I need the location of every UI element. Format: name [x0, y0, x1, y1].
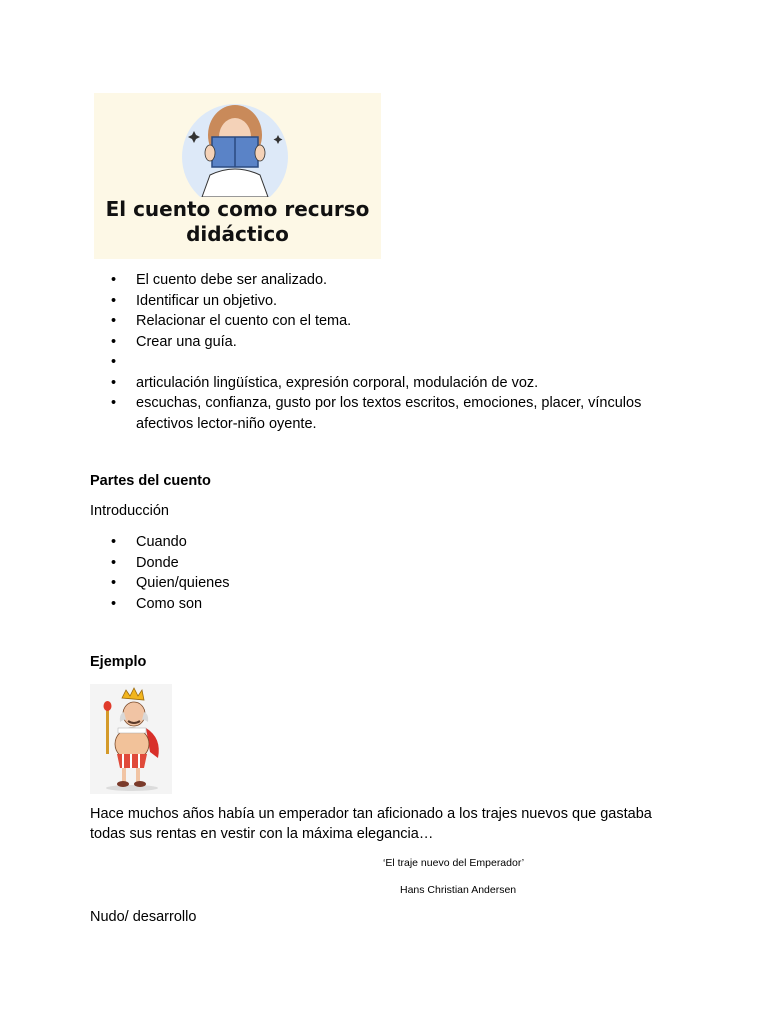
list-item: • Identificar un objetivo. — [90, 291, 680, 312]
list-item: • Relacionar el cuento con el tema. — [90, 311, 680, 332]
reading-girl-illustration — [180, 101, 296, 197]
story-excerpt: Hace muchos años había un emperador tan aficionado a los trajes nuevos que gastaba todas sus rentas en vestir con la máxima elegancia… — [90, 806, 652, 842]
citation-title: ‘El traje nuevo del Emperador’ — [383, 857, 525, 869]
banner-title — [94, 197, 381, 247]
list-item: • Donde — [90, 553, 490, 574]
heading-partes-del-cuento: Partes del cuento — [90, 473, 211, 489]
banner-title-line1: El cuento como recurso — [105, 197, 370, 221]
emperor-illustration — [90, 684, 172, 794]
heading-ejemplo: Ejemplo — [90, 654, 147, 670]
list-item: • Como son — [90, 594, 490, 615]
banner-title-line2: didáctico — [186, 222, 289, 246]
king-icon — [90, 684, 172, 794]
list-item: • Crear una guía. — [90, 332, 680, 353]
bullet-list-introduccion — [90, 532, 490, 614]
list-item-empty — [90, 352, 680, 373]
list-item: • escuchas, confianza, gusto por los textos escritos, emociones, placer, vínculos afectivos lector-niño oyente. — [90, 393, 680, 434]
bullet-list-recommendations — [90, 270, 680, 434]
citation-author: Hans Christian Andersen — [400, 884, 517, 896]
list-item: • articulación lingüística, expresión corporal, modulación de voz. — [90, 373, 680, 394]
banner-image — [94, 93, 381, 259]
nudo-label: Nudo/ desarrollo — [90, 909, 197, 925]
intro-label: Introducción — [90, 503, 169, 519]
list-item: • Quien/quienes — [90, 573, 490, 594]
list-item: • Cuando — [90, 532, 490, 553]
list-item: • El cuento debe ser analizado. — [90, 270, 680, 291]
